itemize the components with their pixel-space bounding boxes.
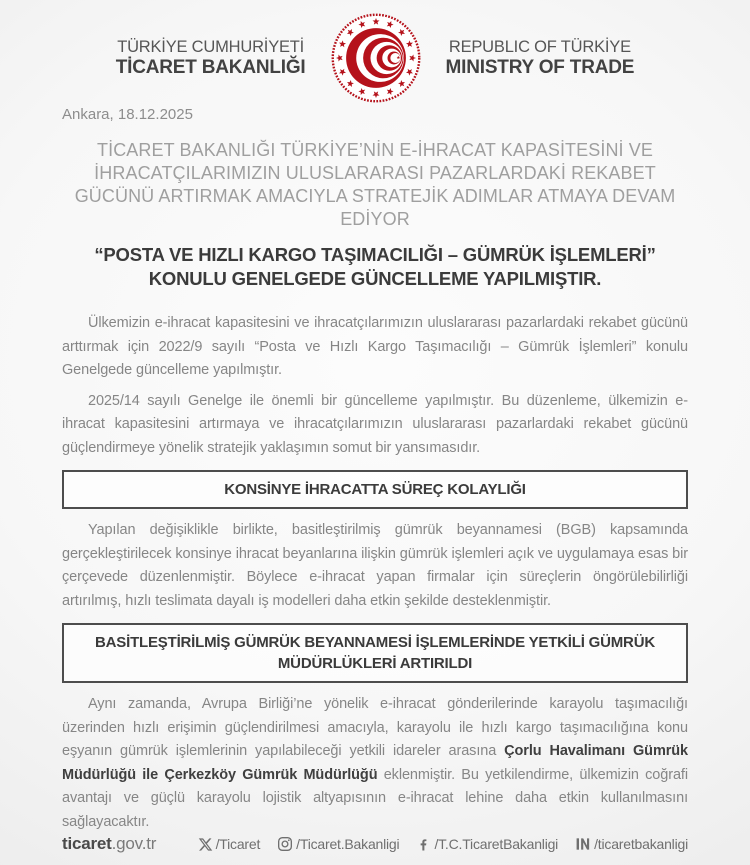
- section-paragraph-bgb-post: eklenmiştir. Bu yetkilendirme, ülkemizin coğrafi avantajı ve güçlü karayolu lojistik altyapısının e-ihracat lehine daha etkin kullanılmasını sağlayacaktır.: [62, 766, 688, 830]
- social-handle-facebook: /T.C.TicaretBakanligi: [434, 836, 559, 852]
- press-headline: TİCARET BAKANLIĞI TÜRKİYE’NİN E-İHRACAT KAPASİTESİNİ VE İHRACATÇILARIMIZIN ULUSLARARASI PAZARLARDAKİ REKABET GÜCÜNÜ ARTIRMAK AMACIYLA STRATEJİK ADIMLAR ATMAYA DEVAM EDİYOR: [74, 140, 676, 229]
- intro-paragraph-1: Ülkemizin e-ihracat kapasitesini ve ihracatçılarımızın uluslararası pazarlardaki rekabet gücünü arttırmak için 2022/9 sayılı “Posta ve Hızlı Kargo Taşımacılığı – Gümrük İşlemleri” konulu Genelgede güncelleme yapılmıştır.: [62, 315, 688, 378]
- nsosyal-icon: [575, 836, 591, 852]
- footer: [62, 834, 688, 865]
- ministry-header: [62, 12, 688, 104]
- press-subtitle: “POSTA VE HIZLI KARGO TAŞIMACILIĞI – GÜMRÜK İŞLEMLERİ” KONULU GENELGEDE GÜNCELLEME YAPILMIŞTIR.: [94, 244, 656, 289]
- ministry-emblem-icon: [330, 12, 422, 104]
- x-twitter-icon: [198, 837, 213, 852]
- header-title-turkish: [116, 38, 306, 79]
- header-title-turkish-line1: TÜRKİYE CUMHURİYETİ: [117, 37, 305, 56]
- intro-paragraph-2: 2025/14 sayılı Genelge ile önemli bir güncelleme yapılmıştır. Bu düzenleme, ülkemizin e-ihracat kapasitesini artırmaya ve ihracatçılarımızın uluslararası pazarlardaki rekabet gücünü güçlendirmeye yönelik stratejik yaklaşımın somut bir yansımasıdır.: [62, 392, 688, 456]
- header-title-turkish-line2: TİCARET BAKANLIĞI: [115, 56, 306, 78]
- section-title-box-konsinye: KONSİNYE İHRACATTA SÜREÇ KOLAYLIĞI: [62, 470, 688, 509]
- section-paragraph-bgb-pre: Aynı zamanda, Avrupa Birliği’ne yönelik e-ihracat gönderilerinde karayolu taşımacılığı üzerinden hızlı erişimin güçlendirilmesi amacıyla, karayolu ile hızlı kargo taşımacılığına konu eşyanın gümrük işlemlerinin yapılabileceği yetkili idareler arasına: [62, 696, 688, 759]
- header-title-english-line2: MINISTRY OF TRADE: [445, 56, 635, 78]
- website-rest-part: .gov.tr: [111, 834, 157, 853]
- social-handle-x: /Ticaret: [215, 836, 261, 852]
- website-link[interactable]: [62, 834, 156, 854]
- social-link-instagram[interactable]: [277, 836, 399, 852]
- header-title-english-line1: REPUBLIC OF TÜRKİYE: [448, 37, 631, 56]
- section-paragraph-bgb-bold: Çorlu Havalimanı Gümrük Müdürlüğü ile Çerkezköy Gümrük Müdürlüğü: [62, 743, 688, 783]
- social-links: [198, 836, 688, 852]
- section-paragraph-bgb: [62, 693, 688, 834]
- dateline: Ankara, 18.12.2025: [62, 106, 193, 123]
- header-title-english: [446, 38, 635, 79]
- social-link-facebook[interactable]: [416, 836, 558, 852]
- social-link-x[interactable]: [198, 836, 261, 852]
- section-paragraph-konsinye: Yapılan değişiklikle birlikte, basitleştirilmiş gümrük beyannamesi (BGB) kapsamında gerçekleştirilecek konsinye ihracat beyanlarına ilişkin gümrük işlemleri açık ve uygulamaya esas bir çerçevede düzenlenmiştir. Böylece e-ihracat yapan firmalar için süreçlerin öngörülebilirliği artırılmış, hızlı teslimata dayalı iş modelleri daha etkin şekilde desteklenmiştir.: [62, 522, 688, 609]
- website-bold-part: ticaret: [62, 834, 112, 853]
- social-link-nsosyal[interactable]: [575, 836, 688, 852]
- instagram-icon: [277, 836, 293, 852]
- section-title-box-bgb: BASİTLEŞTİRİLMİŞ GÜMRÜK BEYANNAMESİ İŞLEMLERİNDE YETKİLİ GÜMRÜK MÜDÜRLÜKLERİ ARTIRILDI: [62, 623, 688, 683]
- social-handle-nsosyal: /ticaretbakanligi: [594, 836, 688, 852]
- social-handle-instagram: /Ticaret.Bakanligi: [296, 836, 400, 852]
- facebook-icon: [416, 837, 431, 852]
